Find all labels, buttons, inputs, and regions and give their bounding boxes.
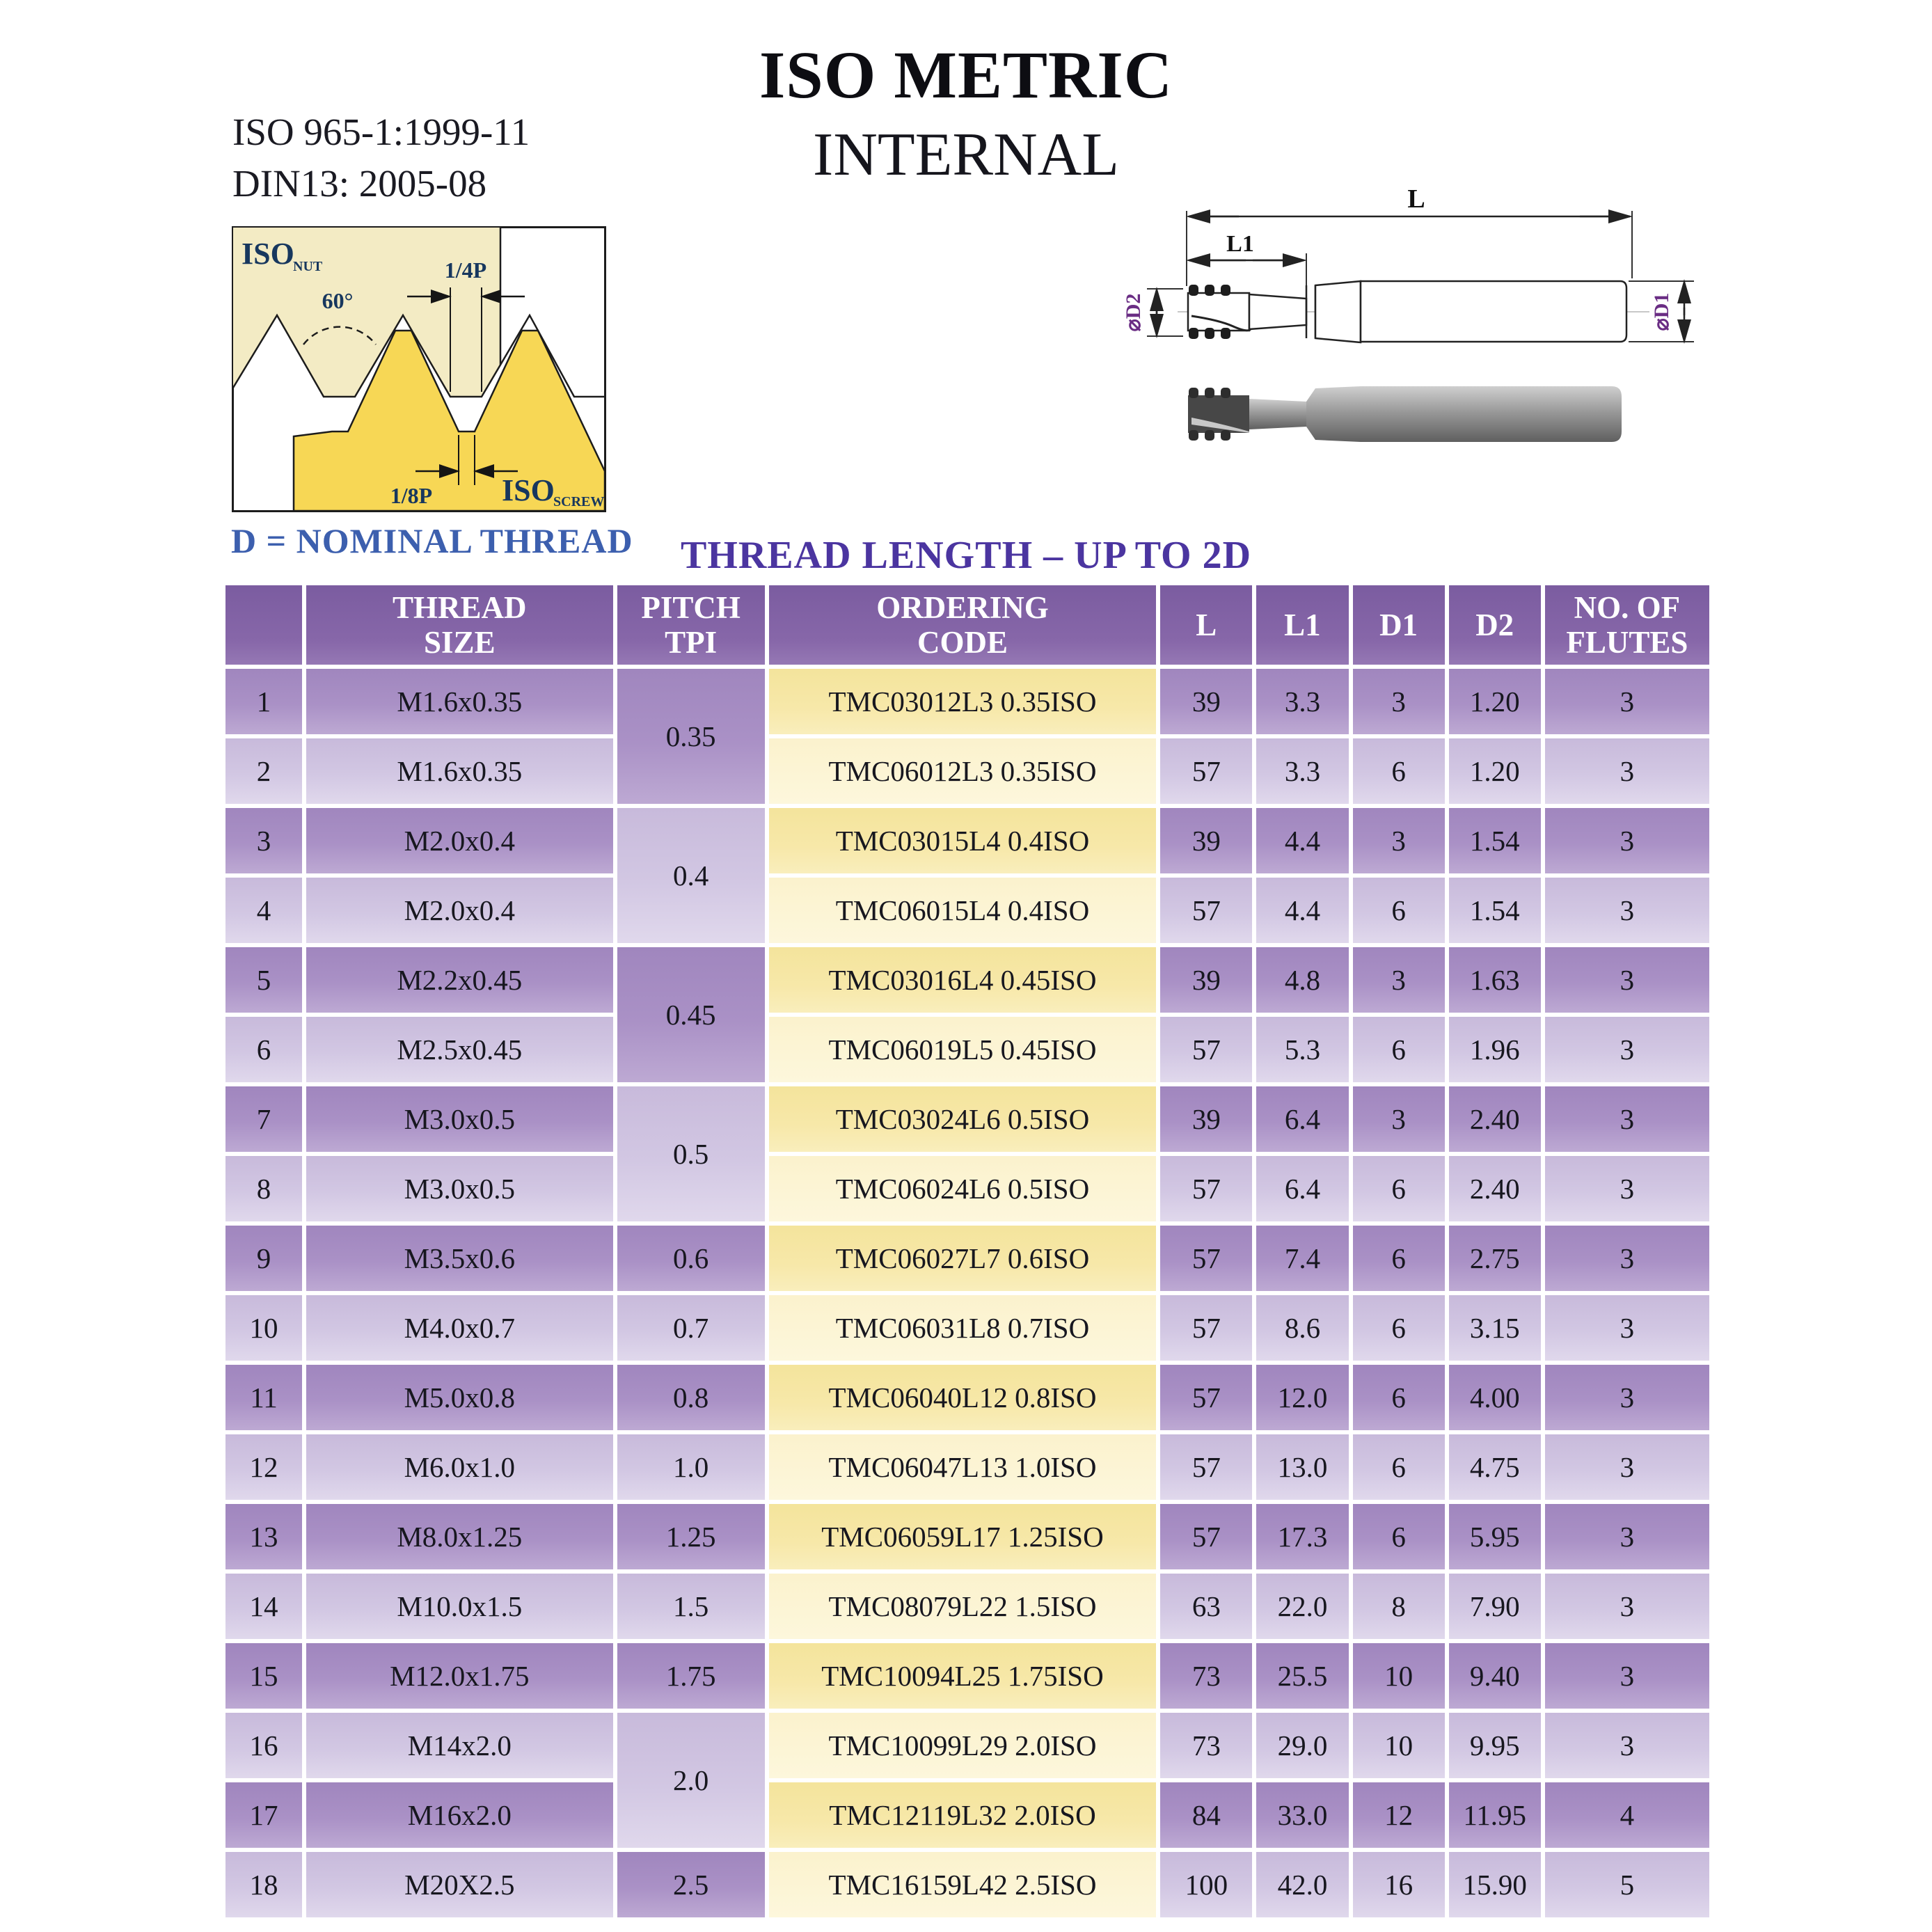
d2-cell: 4.00	[1449, 1365, 1541, 1430]
ordering-code-cell: TMC03016L4 0.45ISO	[769, 947, 1157, 1013]
ordering-code-cell: TMC06027L7 0.6ISO	[769, 1226, 1157, 1291]
flutes-cell: 3	[1545, 1434, 1709, 1500]
tip-body-outline	[1188, 293, 1249, 331]
table-row	[225, 1713, 1709, 1778]
row-number-cell: 1	[225, 669, 302, 734]
l-cell: 57	[1160, 1017, 1252, 1082]
render-cone	[1306, 386, 1361, 442]
flutes-cell: 3	[1545, 808, 1709, 873]
d2-cell: 1.20	[1449, 738, 1541, 804]
l1-cell: 4.4	[1256, 878, 1348, 943]
flutes-cell: 3	[1545, 1365, 1709, 1430]
header-l: L	[1160, 585, 1252, 665]
render-neck	[1249, 399, 1306, 429]
d2-cell: 7.90	[1449, 1574, 1541, 1639]
table-row	[225, 738, 1709, 804]
d1-cell: 12	[1353, 1782, 1445, 1848]
d2-cell: 1.54	[1449, 878, 1541, 943]
d1-cell: 6	[1353, 1226, 1445, 1291]
quarter-p-label: 1/4P	[444, 258, 487, 283]
d1-cell: 3	[1353, 669, 1445, 734]
d2-cell: 4.75	[1449, 1434, 1541, 1500]
table-row	[225, 878, 1709, 943]
thread-size-cell: M20X2.5	[306, 1852, 612, 1917]
pitch-cell: 0.35	[617, 669, 765, 804]
d2-cell: 1.54	[1449, 808, 1541, 873]
pitch-cell: 0.8	[617, 1365, 765, 1430]
ordering-code-cell: TMC06047L13 1.0ISO	[769, 1434, 1157, 1500]
ordering-code-cell: TMC06015L4 0.4ISO	[769, 878, 1157, 943]
header-row	[225, 585, 1709, 665]
table-row	[225, 1643, 1709, 1709]
page-title: ISO METRIC	[759, 38, 1173, 112]
flutes-cell: 3	[1545, 1086, 1709, 1152]
d2-cell: 15.90	[1449, 1852, 1541, 1917]
row-number-cell: 12	[225, 1434, 302, 1500]
thread-size-cell: M14x2.0	[306, 1713, 612, 1778]
d2-cell: 2.40	[1449, 1156, 1541, 1221]
table-row	[225, 1156, 1709, 1221]
l1-cell: 4.8	[1256, 947, 1348, 1013]
d1-cell: 8	[1353, 1574, 1445, 1639]
pitch-cell: 1.0	[617, 1434, 765, 1500]
l-cell: 73	[1160, 1643, 1252, 1709]
flutes-cell: 3	[1545, 947, 1709, 1013]
thread-size-cell: M3.5x0.6	[306, 1226, 612, 1291]
table-row	[225, 1574, 1709, 1639]
l-cell: 57	[1160, 878, 1252, 943]
row-number-cell: 9	[225, 1226, 302, 1291]
ordering-code-cell: TMC16159L42 2.5ISO	[769, 1852, 1157, 1917]
flutes-cell: 3	[1545, 1504, 1709, 1569]
d2-cell: 2.75	[1449, 1226, 1541, 1291]
d1-label: ⌀D1	[1650, 292, 1673, 331]
header-d1: D1	[1353, 585, 1445, 665]
pitch-cell: 0.45	[617, 947, 765, 1082]
table-row	[225, 1852, 1709, 1917]
row-number-cell: 16	[225, 1713, 302, 1778]
d2-cell: 1.96	[1449, 1017, 1541, 1082]
l-cell: 57	[1160, 1504, 1252, 1569]
header-index	[225, 585, 302, 665]
table-row	[225, 1295, 1709, 1361]
table-row	[225, 1504, 1709, 1569]
d2-cell: 11.95	[1449, 1782, 1541, 1848]
flutes-cell: 3	[1545, 1295, 1709, 1361]
l1-cell: 8.6	[1256, 1295, 1348, 1361]
d1-cell: 6	[1353, 1156, 1445, 1221]
thread-profile-diagram	[232, 226, 606, 512]
ordering-code-cell: TMC08079L22 1.5ISO	[769, 1574, 1157, 1639]
table-row	[225, 1226, 1709, 1291]
thread-size-cell: M4.0x0.7	[306, 1295, 612, 1361]
ordering-code-cell: TMC03012L3 0.35ISO	[769, 669, 1157, 734]
l-cell: 57	[1160, 1295, 1252, 1361]
l1-cell: 13.0	[1256, 1434, 1348, 1500]
row-number-cell: 13	[225, 1504, 302, 1569]
pitch-cell: 1.75	[617, 1643, 765, 1709]
ordering-code-cell: TMC10094L25 1.75ISO	[769, 1643, 1157, 1709]
l1-cell: 4.4	[1256, 808, 1348, 873]
flutes-cell: 3	[1545, 1226, 1709, 1291]
flutes-cell: 3	[1545, 1643, 1709, 1709]
flutes-cell: 5	[1545, 1852, 1709, 1917]
table-row	[225, 1086, 1709, 1152]
flutes-cell: 3	[1545, 738, 1709, 804]
tool-render-gray	[1188, 386, 1622, 442]
table-row	[225, 1434, 1709, 1500]
thread-size-cell: M16x2.0	[306, 1782, 612, 1848]
d1-cell: 10	[1353, 1643, 1445, 1709]
table-row	[225, 1365, 1709, 1430]
l1-cell: 5.3	[1256, 1017, 1348, 1082]
d1-cell: 6	[1353, 738, 1445, 804]
l-cell: 39	[1160, 669, 1252, 734]
thread-size-cell: M12.0x1.75	[306, 1643, 612, 1709]
flutes-cell: 3	[1545, 1574, 1709, 1639]
standard-iso-965: ISO 965-1:1999-11	[232, 111, 530, 153]
row-number-cell: 8	[225, 1156, 302, 1221]
flutes-cell: 3	[1545, 669, 1709, 734]
flutes-cell: 3	[1545, 1017, 1709, 1082]
ordering-code-cell: TMC06024L6 0.5ISO	[769, 1156, 1157, 1221]
spec-table-body	[225, 669, 1709, 1917]
iso-screw-label: ISO	[502, 473, 555, 507]
thread-size-cell: M3.0x0.5	[306, 1156, 612, 1221]
d1-cell: 16	[1353, 1852, 1445, 1917]
flutes-cell: 3	[1545, 878, 1709, 943]
l-cell: 57	[1160, 1156, 1252, 1221]
ordering-code-cell: TMC10099L29 2.0ISO	[769, 1713, 1157, 1778]
standard-din13: DIN13: 2005-08	[232, 162, 487, 205]
header-flutes: NO. OF FLUTES	[1545, 585, 1709, 665]
row-number-cell: 6	[225, 1017, 302, 1082]
d1-cell: 3	[1353, 947, 1445, 1013]
ordering-code-cell: TMC03024L6 0.5ISO	[769, 1086, 1157, 1152]
l1-cell: 22.0	[1256, 1574, 1348, 1639]
l-cell: 73	[1160, 1713, 1252, 1778]
table-row	[225, 669, 1709, 734]
l1-cell: 3.3	[1256, 669, 1348, 734]
ordering-code-cell: TMC03015L4 0.4ISO	[769, 808, 1157, 873]
d2-cell: 5.95	[1449, 1504, 1541, 1569]
l-cell: 39	[1160, 808, 1252, 873]
thread-size-cell: M6.0x1.0	[306, 1434, 612, 1500]
d1-cell: 6	[1353, 878, 1445, 943]
flutes-cell: 3	[1545, 1713, 1709, 1778]
l-cell: 63	[1160, 1574, 1252, 1639]
l1-cell: 6.4	[1256, 1086, 1348, 1152]
l1-cell: 33.0	[1256, 1782, 1348, 1848]
d1-cell: 3	[1353, 808, 1445, 873]
l1-cell: 29.0	[1256, 1713, 1348, 1778]
row-number-cell: 7	[225, 1086, 302, 1152]
pitch-cell: 2.5	[617, 1852, 765, 1917]
d1-cell: 3	[1353, 1086, 1445, 1152]
iso-screw-sub: SCREW	[553, 494, 605, 509]
pitch-cell: 0.5	[617, 1086, 765, 1221]
row-number-cell: 17	[225, 1782, 302, 1848]
l1-cell: 6.4	[1256, 1156, 1348, 1221]
thread-size-cell: M5.0x0.8	[306, 1365, 612, 1430]
angle-label: 60°	[322, 288, 354, 313]
pitch-cell: 1.25	[617, 1504, 765, 1569]
d1-cell: 6	[1353, 1017, 1445, 1082]
thread-size-cell: M8.0x1.25	[306, 1504, 612, 1569]
d2-cell: 9.40	[1449, 1643, 1541, 1709]
render-shank	[1361, 386, 1622, 442]
header-ordering-code: ORDERING CODE	[769, 585, 1157, 665]
header-d2: D2	[1449, 585, 1541, 665]
nominal-thread-note: D = NOMINAL THREAD	[231, 521, 633, 560]
l1-cell: 25.5	[1256, 1643, 1348, 1709]
thread-size-cell: M2.2x0.45	[306, 947, 612, 1013]
d2-cell: 3.15	[1449, 1295, 1541, 1361]
row-number-cell: 14	[225, 1574, 302, 1639]
l1-cell: 17.3	[1256, 1504, 1348, 1569]
ordering-code-cell: TMC06031L8 0.7ISO	[769, 1295, 1157, 1361]
tool-dimension-diagram	[1114, 180, 1740, 494]
table-row	[225, 1017, 1709, 1082]
neck-outline	[1249, 294, 1306, 329]
l1-cell: 42.0	[1256, 1852, 1348, 1917]
ordering-code-cell: TMC06059L17 1.25ISO	[769, 1504, 1157, 1569]
l-cell: 57	[1160, 1434, 1252, 1500]
eighth-p-label: 1/8P	[390, 483, 433, 508]
l-cell: 57	[1160, 1226, 1252, 1291]
l-cell: 39	[1160, 947, 1252, 1013]
ordering-code-cell: TMC06040L12 0.8ISO	[769, 1365, 1157, 1430]
pitch-cell: 1.5	[617, 1574, 765, 1639]
row-number-cell: 18	[225, 1852, 302, 1917]
d2-cell: 9.95	[1449, 1713, 1541, 1778]
spec-table	[221, 581, 1713, 1922]
row-number-cell: 2	[225, 738, 302, 804]
ordering-code-cell: TMC06019L5 0.45ISO	[769, 1017, 1157, 1082]
d1-cell: 6	[1353, 1365, 1445, 1430]
d1-cell: 6	[1353, 1504, 1445, 1569]
thread-size-cell: M2.5x0.45	[306, 1017, 612, 1082]
header-thread-size: THREAD SIZE	[306, 585, 612, 665]
flutes-cell: 3	[1545, 1156, 1709, 1221]
d2-label: ⌀D2	[1122, 293, 1145, 332]
pitch-cell: 0.6	[617, 1226, 765, 1291]
row-number-cell: 3	[225, 808, 302, 873]
l-cell: 57	[1160, 738, 1252, 804]
row-number-cell: 10	[225, 1295, 302, 1361]
table-row	[225, 808, 1709, 873]
row-number-cell: 11	[225, 1365, 302, 1430]
d2-cell: 1.63	[1449, 947, 1541, 1013]
l-label: L	[1407, 184, 1425, 214]
iso-nut-sub: NUT	[293, 259, 323, 274]
iso-nut-label: ISO	[242, 237, 294, 271]
flutes-cell: 4	[1545, 1782, 1709, 1848]
ordering-code-cell: TMC12119L32 2.0ISO	[769, 1782, 1157, 1848]
d1-cell: 10	[1353, 1713, 1445, 1778]
thread-size-cell: M2.0x0.4	[306, 878, 612, 943]
row-number-cell: 15	[225, 1643, 302, 1709]
thread-size-cell: M1.6x0.35	[306, 738, 612, 804]
pitch-cell: 2.0	[617, 1713, 765, 1848]
l-cell: 39	[1160, 1086, 1252, 1152]
l-cell: 84	[1160, 1782, 1252, 1848]
l1-cell: 12.0	[1256, 1365, 1348, 1430]
row-number-cell: 5	[225, 947, 302, 1013]
thread-size-cell: M1.6x0.35	[306, 669, 612, 734]
cone-outline	[1315, 281, 1361, 342]
row-number-cell: 4	[225, 878, 302, 943]
header-pitch: PITCH TPI	[617, 585, 765, 665]
table-row	[225, 947, 1709, 1013]
d2-cell: 2.40	[1449, 1086, 1541, 1152]
thread-size-cell: M3.0x0.5	[306, 1086, 612, 1152]
table-row	[225, 1782, 1709, 1848]
thread-size-cell: M2.0x0.4	[306, 808, 612, 873]
header-l1: L1	[1256, 585, 1348, 665]
ordering-code-cell: TMC06012L3 0.35ISO	[769, 738, 1157, 804]
pitch-cell: 0.7	[617, 1295, 765, 1361]
thread-size-cell: M10.0x1.5	[306, 1574, 612, 1639]
d1-cell: 6	[1353, 1434, 1445, 1500]
l-cell: 100	[1160, 1852, 1252, 1917]
shank-outline	[1361, 281, 1626, 342]
page-subtitle: INTERNAL	[813, 121, 1119, 189]
d1-cell: 6	[1353, 1295, 1445, 1361]
l-cell: 57	[1160, 1365, 1252, 1430]
l1-cell: 7.4	[1256, 1226, 1348, 1291]
l1-label: L1	[1226, 231, 1254, 257]
table-title: THREAD LENGTH – UP TO 2D	[680, 534, 1252, 577]
l1-cell: 3.3	[1256, 738, 1348, 804]
pitch-cell: 0.4	[617, 808, 765, 943]
d2-cell: 1.20	[1449, 669, 1541, 734]
